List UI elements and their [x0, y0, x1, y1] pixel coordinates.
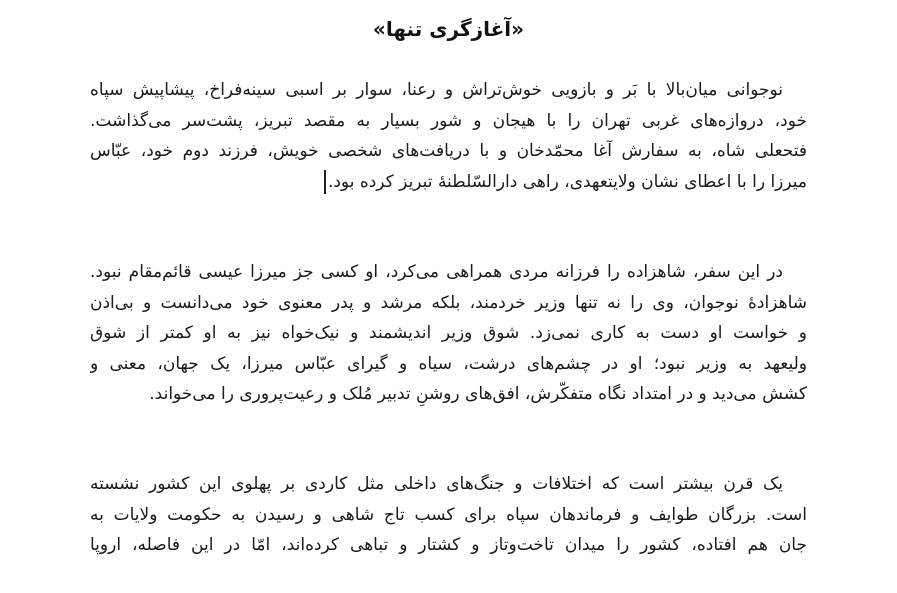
text-line: شاهزادهٔ نوجوان، وی را نه تنها وزیر خردمند، بلکه مرشد و پدر معنوی خود می‌دانست و بی‌اذن	[90, 292, 807, 313]
text-line: ولیعهد به وزیر نبود؛ او در چشم‌های درشت، سیاه و گیرای عبّاس میرزا، یک جهان، معنی و	[90, 353, 807, 374]
text-line: نوجوانی میان‌بالا با بَر و بازویی خوش‌تراش و رعنا، سوار بر اسبی سینه‌فراخ، پیشاپیش سپاه	[90, 80, 783, 100]
text-line: و خواست او دست به کاری نمی‌زد. شوق وزیر اندیشمند و نیک‌خواه نیز به او کمتر از شوق	[90, 323, 807, 343]
text-line-with-cursor	[90, 167, 807, 198]
text-line: فتحعلی شاه، به سفارش آغا محمّدخان و با دریافت‌های شخصی خویش، فرزند دوم خود، عبّاس	[90, 141, 807, 161]
paragraph-2	[90, 257, 807, 410]
text-cursor	[324, 170, 326, 194]
page-title: «آغازگری تنها»	[372, 17, 525, 41]
text-line: خود، دروازه‌های غربی تهران را با هیجان و شور بسیار به مقصد تبریز، پشت‌سر می‌گذاشت.	[90, 110, 807, 131]
text-line-content: میرزا را با اعطای نشان ولایتعهدی، راهی دارالسّلطنهٔ تبریز کرده بود.	[327, 171, 807, 192]
paragraph-1	[90, 75, 807, 197]
text-line: است. بزرگان طوایف و فرماندهان سپاه برای کسب تاج شاهی و رسیدن به حکومت ولایات به	[90, 504, 807, 525]
text-line: کشش می‌دید و در امتداد نگاه متفکّرش، افق‌های روشنِ تدبیر مُلک و رعیت‌پروری را می‌خواند.	[149, 384, 807, 404]
paragraph-3	[90, 469, 807, 561]
text-line: جان هم افتاده، کشور را میدان تاخت‌وتاز و کشتار و تباهی کرده‌اند، امّا در این فاصله، اروپا	[90, 535, 807, 555]
text-line: یک قرن بیشتر است که اختلافات و جنگ‌های داخلی مثل کاردی بر پهلوی این کشور نشسته	[90, 474, 783, 494]
text-line: در این سفر، شاهزاده را فرزانه مردی همراهی می‌کرد، او کسی جز میرزا عیسی قائم‌مقام نبود.	[90, 262, 783, 282]
